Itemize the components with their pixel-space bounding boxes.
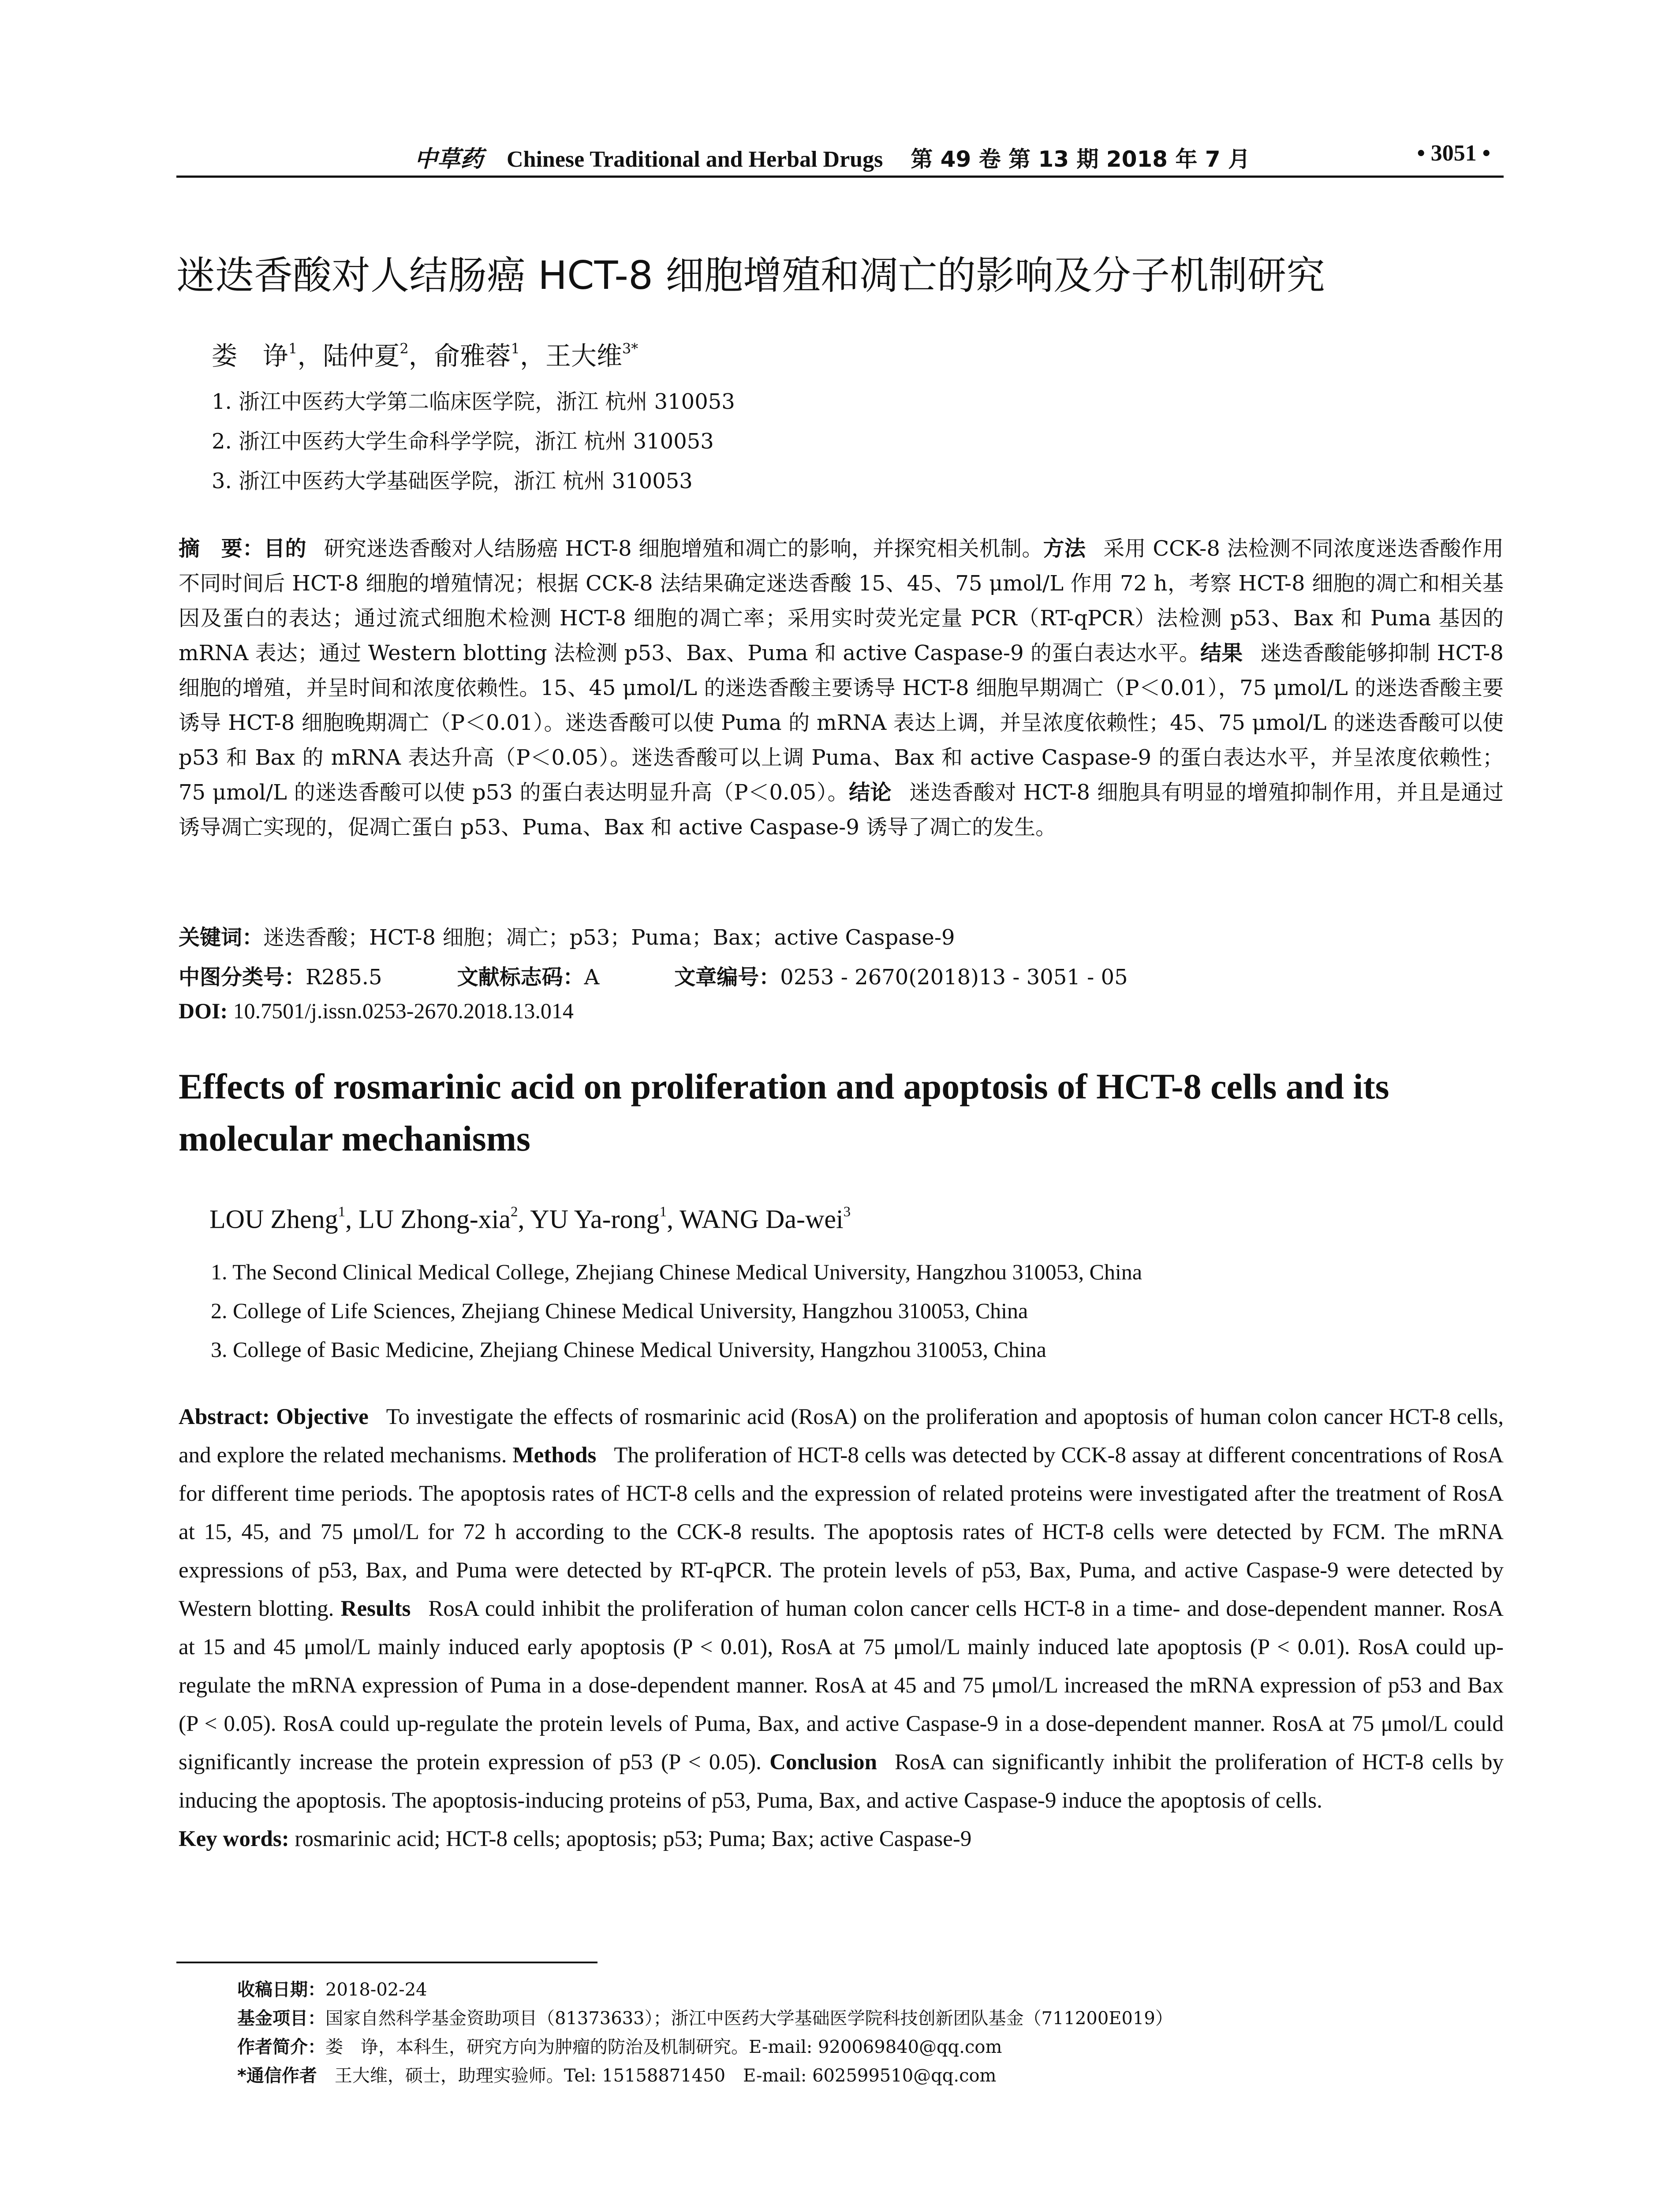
- methods-text: The proliferation of HCT-8 cells was detected by CCK-8 assay at different concentrations of RosA for different time periods. The apoptosis rates of HCT-8 cells and the expression of related proteins were investigated after the treatment of RosA at 15, 45, and 75 μmol/L for 72 h according to the CCK-8 results. The apoptosis rates of HCT-8 cells were detected by FCM. The mRNA expressions of p53, Bax, and Puma were detected by RT-qPCR. The protein levels of p53, Bax, Puma, and active Caspase-9 were detected by Western blotting.: [179, 1443, 1504, 1621]
- footnote-text: 2018-02-24: [325, 1980, 427, 2000]
- results-text: RosA could inhibit the proliferation of human colon cancer cells HCT-8 in a time- and dose-dependent manner. RosA at 15 and 45 μmol/L mainly induced early apoptosis (P < 0.01), RosA at 75 μmol/L mainly induced late apoptosis (P < 0.01). RosA could up-regulate the mRNA expression of Puma in a dose-dependent manner. RosA at 45 and 75 μmol/L increased the mRNA expression of p53 and Bax (P < 0.05). RosA could up-regulate the protein levels of Puma, Bax, and active Caspase-9 in a dose-dependent manner. RosA at 75 μmol/L could significantly increase the protein expression of p53 (P < 0.05).: [179, 1596, 1504, 1775]
- abstract-english: [179, 1398, 1504, 1858]
- running-header: [176, 140, 1504, 178]
- doi-label: DOI:: [179, 998, 228, 1023]
- keywords-label: 关键词：: [179, 925, 264, 950]
- affiliation-chinese: 2. 浙江中医药大学生命科学学院，浙江 杭州 310053: [212, 429, 714, 454]
- author-separator: ,: [518, 1204, 530, 1234]
- page-number: • 3051 •: [1417, 141, 1490, 166]
- footnote-rule: [176, 1962, 597, 1963]
- objective-text: 研究迷迭香酸对人结肠癌 HCT-8 细胞增殖和凋亡的影响，并探究相关机制。: [324, 536, 1043, 561]
- footnote-funding: [237, 2004, 1173, 2029]
- author-name: WANG Da-wei: [679, 1204, 844, 1234]
- author-separator: ,: [345, 1204, 359, 1234]
- methods-label: 方法: [1043, 536, 1086, 561]
- author-affiliation-mark: 1: [288, 340, 298, 357]
- article-number-label: 文章编号：: [674, 965, 780, 990]
- abstract-label: Abstract:: [179, 1405, 270, 1429]
- author-affiliation-mark: 2: [399, 340, 409, 357]
- title-chinese: 迷迭香酸对人结肠癌 HCT-8 细胞增殖和凋亡的影响及分子机制研究: [176, 253, 1325, 298]
- footnote-label: 作者简介：: [237, 2037, 325, 2057]
- results-label: Results: [340, 1596, 411, 1621]
- results-text: 迷迭香酸能够抑制 HCT-8 细胞的增殖，并呈时间和浓度依赖性。15、45 μmol/L 的迷迭香酸主要诱导 HCT-8 细胞早期凋亡（P＜0.01），75 μmol/L 的迷迭香酸主要诱导 HCT-8 细胞晚期凋亡（P＜0.01）。迷迭香酸可以使 Puma 的 mRNA 表达上调，并呈浓度依赖性；45、75 μmol/L 的迷迭香酸可以使 p53 和 Bax 的 mRNA 表达升高（P＜0.05）。迷迭香酸可以上调 Puma、Bax 和 active Caspase-9 的蛋白表达水平，并呈浓度依赖性；75 μmol/L 的迷迭香酸可以使 p53 的蛋白表达明显升高（P＜0.05）。: [179, 641, 1504, 805]
- methods-text: 采用 CCK-8 法检测不同浓度迷迭香酸作用不同时间后 HCT-8 细胞的增殖情况；根据 CCK-8 法结果确定迷迭香酸 15、45、75 μmol/L 作用 72 h，考察 HCT-8 细胞的凋亡和相关基因及蛋白的表达；通过流式细胞术检测 HCT-8 细胞的凋亡率；采用实时荧光定量 PCR（RT-qPCR）法检测 p53、Bax 和 Puma 基因的 mRNA 表达；通过 Western blotting 法检测 p53、Bax、Puma 和 active Caspase-9 的蛋白表达水平。: [179, 536, 1504, 665]
- clc-label: 中图分类号：: [179, 965, 306, 990]
- affiliation-chinese: 1. 浙江中医药大学第二临床医学院，浙江 杭州 310053: [212, 389, 735, 414]
- author-separator: ,: [667, 1204, 680, 1234]
- journal-logo: 中草药: [414, 146, 484, 172]
- keywords-chinese: [179, 920, 955, 951]
- objective-text: To investigate the effects of rosmarinic acid (RosA) on the proliferation and apoptosis of human colon cancer HCT-8 cells, and explore the related mechanisms.: [179, 1405, 1504, 1468]
- footnote-received: [237, 1976, 427, 2001]
- footnote-label: 收稿日期：: [237, 1980, 325, 2000]
- author-name: LOU Zheng: [209, 1204, 338, 1234]
- author-name: YU Ya-rong: [530, 1204, 660, 1234]
- clc-value: R285.5: [306, 965, 382, 990]
- author-name: 陆仲夏: [323, 341, 400, 371]
- conclusion-text: 迷迭香酸对 HCT-8 细胞具有明显的增殖抑制作用，并且是通过诱导凋亡实现的，促凋亡蛋白 p53、Puma、Bax 和 active Caspase-9 诱导了凋亡的发生。: [179, 780, 1504, 840]
- affiliation-english: 3. College of Basic Medicine, Zhejiang Chinese Medical University, Hangzhou 310053, China: [211, 1337, 1046, 1362]
- author-separator: ，: [519, 341, 545, 371]
- conclusion-label: Conclusion: [769, 1750, 877, 1775]
- doi-line: [179, 998, 574, 1024]
- article-number-value: 0253 - 2670(2018)13 - 3051 - 05: [780, 965, 1128, 990]
- abstract-chinese: [179, 531, 1504, 845]
- title-english: Effects of rosmarinic acid on proliferation and apoptosis of HCT-8 cells and its molecular mechanisms: [179, 1066, 1389, 1159]
- methods-label: Methods: [512, 1443, 597, 1468]
- keywords-text: rosmarinic acid; HCT-8 cells; apoptosis; p53; Puma; Bax; active Caspase-9: [295, 1827, 972, 1851]
- conclusion-label: 结论: [849, 780, 892, 805]
- author-separator: ，: [297, 341, 323, 371]
- footnote-text: 娄 诤，本科生，研究方向为肿瘤的防治及机制研究。E-mail: 920069840@qq.com: [325, 2037, 1002, 2057]
- footnote-label: *通信作者: [237, 2066, 317, 2086]
- footnote-author-bio: [237, 2033, 1002, 2058]
- affiliation-english: 1. The Second Clinical Medical College, Zhejiang Chinese Medical University, Hangzhou 310053, China: [211, 1259, 1142, 1284]
- affiliation-english: 2. College of Life Sciences, Zhejiang Chinese Medical University, Hangzhou 310053, China: [211, 1298, 1028, 1323]
- author-affiliation-mark: 1: [338, 1204, 346, 1220]
- journal-header: [414, 140, 1250, 173]
- author-affiliation-mark: 2: [511, 1204, 518, 1220]
- keywords-label: Key words:: [179, 1827, 289, 1851]
- footnote-corresponding: [237, 2062, 997, 2087]
- author-name: 俞雅蓉: [434, 341, 511, 371]
- footnote-text: 王大维，硕士，助理实验师。Tel: 15158871450 E-mail: 602599510@qq.com: [317, 2066, 997, 2086]
- journal-issue: 第 49 卷 第 13 期 2018 年 7 月: [911, 146, 1251, 172]
- objective-label: 目的: [264, 536, 306, 561]
- results-label: 结果: [1200, 641, 1243, 665]
- author-name: 娄 诤: [212, 341, 289, 371]
- author-name: 王大维: [545, 341, 622, 371]
- author-affiliation-mark: 1: [511, 340, 520, 357]
- keywords-text: 迷迭香酸；HCT-8 细胞；凋亡；p53；Puma；Bax；active Caspase-9: [263, 925, 955, 950]
- authors-chinese: [212, 335, 638, 372]
- footnote-label: 基金项目：: [237, 2008, 325, 2029]
- author-name: LU Zhong-xia: [358, 1204, 511, 1234]
- authors-english: [209, 1204, 851, 1234]
- journal-name: Chinese Traditional and Herbal Drugs: [507, 147, 883, 172]
- classification-line: [179, 960, 1128, 990]
- author-affiliation-mark: 1: [659, 1204, 667, 1220]
- footnote-text: 国家自然科学基金资助项目（81373633）；浙江中医药大学基础医学院科技创新团队基金（711200E019）: [325, 2008, 1173, 2029]
- doi-value: 10.7501/j.issn.0253-2670.2018.13.014: [233, 998, 574, 1023]
- abstract-label: 摘 要：: [179, 536, 264, 561]
- doc-code-value: A: [584, 965, 600, 990]
- conclusion-text: RosA can significantly inhibit the proliferation of HCT-8 cells by inducing the apoptosis. The apoptosis-inducing proteins of p53, Puma, Bax, and active Caspase-9 induce the apoptosis of cells.: [179, 1750, 1504, 1813]
- doc-code-label: 文献标志码：: [457, 965, 584, 990]
- objective-label: Objective: [276, 1405, 369, 1429]
- author-affiliation-mark: 3*: [622, 340, 638, 357]
- affiliation-chinese: 3. 浙江中医药大学基础医学院，浙江 杭州 310053: [212, 469, 693, 493]
- author-affiliation-mark: 3: [843, 1204, 851, 1220]
- author-separator: ，: [408, 341, 434, 371]
